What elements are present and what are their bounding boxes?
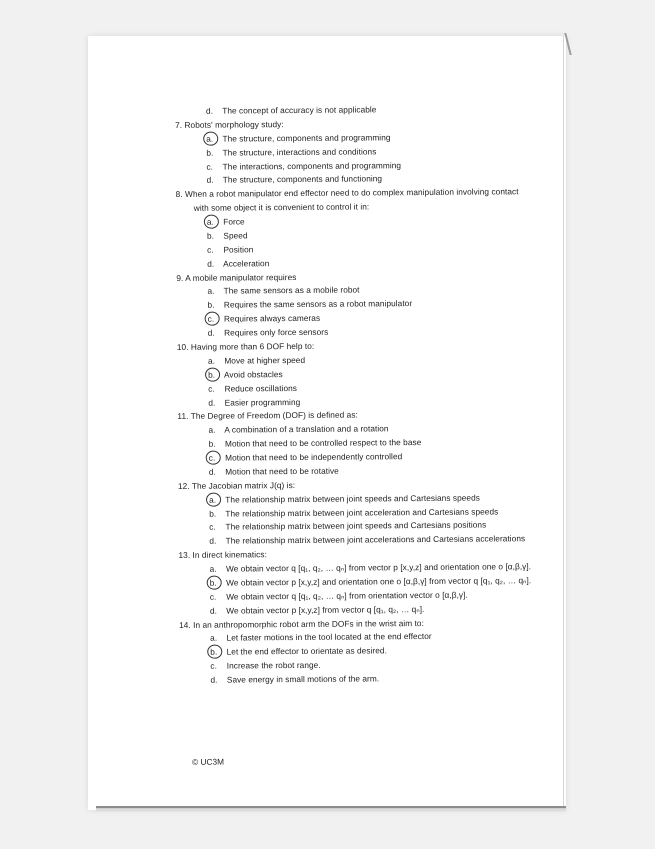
question-text: 10. Having more than 6 DOF help to: <box>176 340 315 352</box>
answer-option <box>207 244 253 254</box>
question-text: 12. The Jacobian matrix J(q) is: <box>177 479 296 491</box>
answer-letter: d. <box>207 258 215 269</box>
answer-option <box>207 174 383 185</box>
answer-option <box>209 466 339 477</box>
answer-text: Motion that need to be rotative <box>222 465 339 477</box>
answer-option <box>207 298 412 310</box>
answer-letter: b. <box>209 508 217 519</box>
answer-text: Easier programming <box>222 396 301 408</box>
answer-letter: a. <box>210 633 218 644</box>
question-text: 13. In direct kinematics: <box>178 549 267 561</box>
question-text: 7. Robots' morphology study: <box>175 118 284 130</box>
answer-option <box>210 575 532 588</box>
answer-text: Acceleration <box>221 257 270 269</box>
answer-letter: d. <box>208 397 216 408</box>
answer-text: We obtain vector p [x,y,z] from vector q [q₁, q₂, … qₙ]. <box>223 603 425 616</box>
answer-text: Let faster motions in the tool located at the end effector <box>224 631 432 643</box>
answer-letter: a. <box>207 286 215 297</box>
answer-option <box>207 216 245 226</box>
answer-letter: d. <box>209 535 217 547</box>
answer-letter-circled: b. <box>210 577 224 587</box>
answer-letter-circled: b. <box>210 647 224 657</box>
answer-text: A combination of a translation and a rotation <box>222 423 389 435</box>
answer-text: The structure, interactions and conditions <box>220 145 377 158</box>
answer-letter: b. <box>206 230 215 241</box>
answer-option <box>208 396 300 407</box>
answer-text: Increase the robot range. <box>224 660 321 671</box>
answer-text: We obtain vector q [q₁, q₂, … qₙ] from vector p [x,y,z] and orientation one o [α,β,γ]. <box>223 561 532 574</box>
answer-letter: a. <box>208 424 216 435</box>
answer-letter: d. <box>210 674 218 685</box>
answer-text: The relationship matrix between joint accelerations and Cartesians accelerations <box>223 533 526 546</box>
question-text: 8. When a robot manipulator end effector need to do complex manipulation involving contact <box>175 186 519 200</box>
answer-letter: d. <box>208 466 216 477</box>
answer-letter: d. <box>206 175 214 186</box>
answer-letter-circled: b. <box>208 369 222 379</box>
answer-option <box>210 561 532 574</box>
answer-letter: d. <box>207 327 215 338</box>
answer-letter-circled: c. <box>208 314 222 324</box>
answer-letter: c. <box>209 522 216 533</box>
answer-option <box>210 646 387 657</box>
answer-option <box>207 258 269 268</box>
answer-text: The structure, components and functioning <box>220 173 383 185</box>
answer-option <box>208 355 305 366</box>
answer-text: We obtain vector q [q₁, q₂, … qₙ] from orientation vector o [α,β,γ]. <box>223 589 468 602</box>
answer-option <box>209 506 498 518</box>
answer-text: We obtain vector p [x,y,z] and orientation one o [α,β,γ] from vector q [q₁, q₂, … qₙ]. <box>223 575 532 588</box>
answer-letter-circled: a. <box>209 494 223 504</box>
answer-text: The interactions, components and programming <box>220 159 402 172</box>
answer-text: Reduce oscillations <box>222 382 298 394</box>
answer-option <box>206 132 390 143</box>
answer-text: Requires only force sensors <box>221 326 329 338</box>
answer-option <box>210 631 432 643</box>
answer-text: Requires the same sensors as a robot manipulator <box>221 298 413 310</box>
answer-text: The same sensors as a mobile robot <box>221 284 360 296</box>
answer-option <box>208 383 297 394</box>
answer-text: Force <box>220 216 245 227</box>
answer-option <box>208 369 283 380</box>
answer-text: The concept of accuracy is not applicable <box>219 104 377 116</box>
answer-text: Motion that need to be controlled respect to the base <box>222 437 422 449</box>
answer-option <box>210 660 320 671</box>
answer-text: The structure, components and programming <box>220 132 391 144</box>
answer-option <box>209 451 403 463</box>
answer-option <box>206 104 377 115</box>
answer-option <box>208 313 321 324</box>
answer-letter-circled: a. <box>207 217 221 227</box>
copyright-footer: © UC3M <box>192 756 225 767</box>
answer-option <box>210 673 379 684</box>
answer-letter: c. <box>208 383 215 394</box>
answer-option <box>209 520 486 532</box>
answer-text: The relationship matrix between joint acceleration and Cartesians speeds <box>223 505 499 519</box>
answer-letter-circled: c. <box>209 453 223 463</box>
answer-letter: c. <box>207 244 214 255</box>
answer-letter-circled: a. <box>206 133 220 143</box>
answer-letter: d. <box>205 105 214 116</box>
answer-text: Move at higher speed <box>221 354 306 366</box>
answer-text: Save energy in small motions of the arm. <box>224 673 380 685</box>
answer-option <box>209 492 480 504</box>
answer-option <box>208 423 388 434</box>
answer-option <box>207 285 359 296</box>
answer-letter: b. <box>206 147 214 158</box>
answer-letter: a. <box>207 355 216 366</box>
answer-option <box>209 437 422 449</box>
answer-letter: c. <box>209 591 217 602</box>
question-text: 9. A mobile manipulator requires <box>176 271 297 283</box>
answer-option <box>210 589 468 601</box>
answer-text: Let the end effector to orientate as desired. <box>224 645 387 657</box>
answer-letter: c. <box>210 660 217 671</box>
answer-text: Requires always cameras <box>221 313 321 324</box>
answer-option <box>210 604 425 616</box>
question-text-continuation: with some object it is convenient to control it in: <box>193 201 370 214</box>
answer-option <box>206 160 401 172</box>
answer-text: The relationship matrix between joint speeds and Cartesians positions <box>223 519 487 532</box>
answer-letter: b. <box>207 299 215 311</box>
answer-text: Speed <box>220 230 248 241</box>
answer-text: Avoid obstacles <box>222 368 283 380</box>
question-text: 14. In an anthropomorphic robot arm the DOFs in the wrist aim to: <box>179 617 424 630</box>
answer-letter: a. <box>209 563 217 574</box>
answer-text: The relationship matrix between joint speeds and Cartesians speeds <box>223 492 480 505</box>
question-text: 11. The Degree of Freedom (DOF) is defined as: <box>177 409 358 422</box>
answer-text: Motion that need to be independently controlled <box>222 451 403 463</box>
answer-option <box>207 230 248 240</box>
answer-text: Position <box>221 244 254 255</box>
answer-letter: d. <box>209 605 218 616</box>
answer-option <box>209 534 525 546</box>
answer-option <box>206 146 376 157</box>
answer-letter: b. <box>208 438 216 449</box>
answer-option <box>208 327 329 338</box>
answer-letter: c. <box>206 161 214 172</box>
